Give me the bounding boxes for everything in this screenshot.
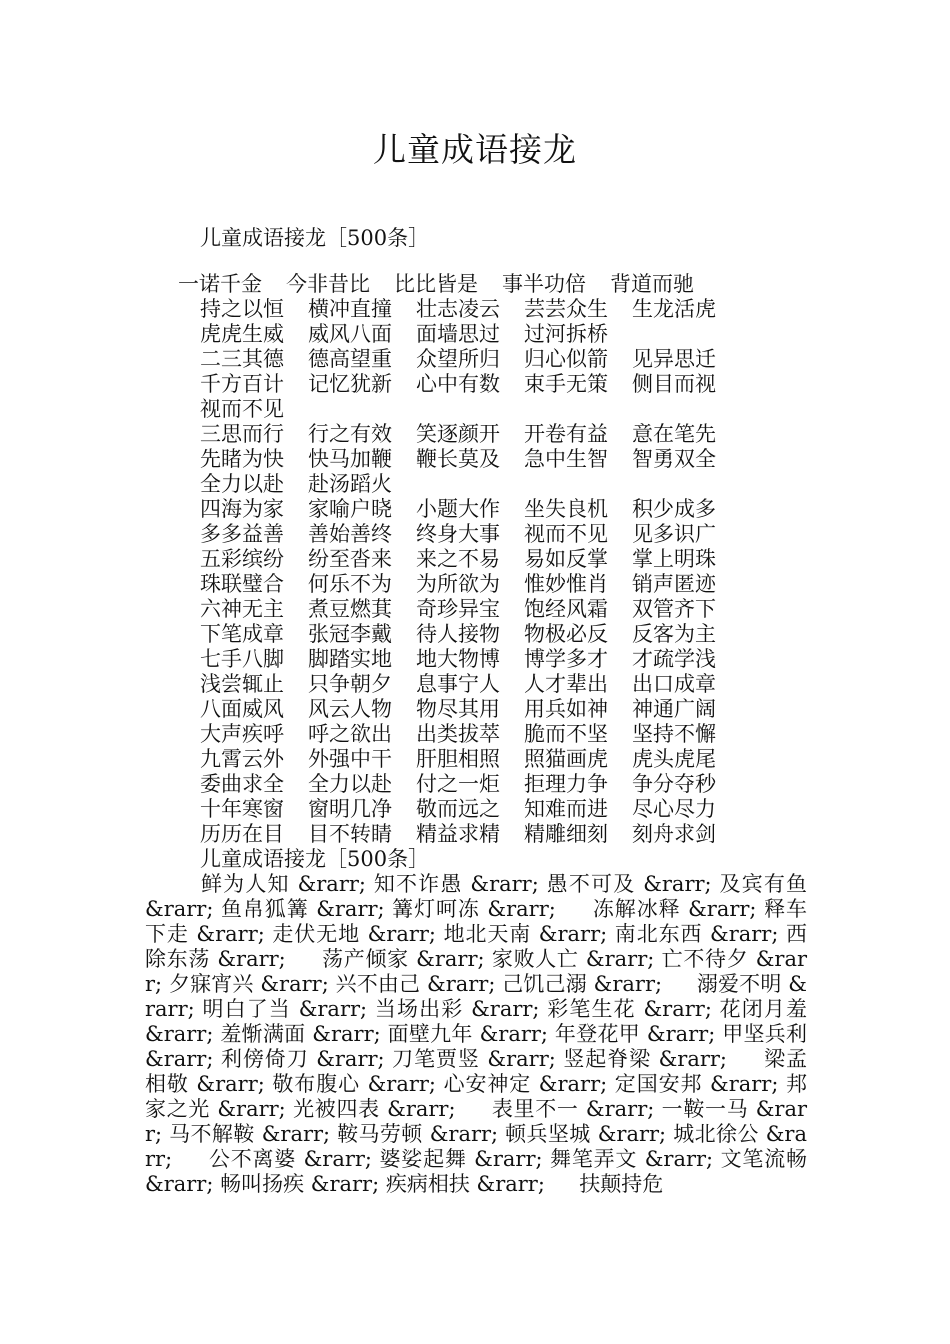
idiom-item: 积少成多 bbox=[632, 497, 716, 521]
idiom-item: 付之一炬 bbox=[416, 772, 500, 796]
idiom-item: 地大物博 bbox=[416, 647, 500, 671]
idiom-item: 委曲求全 bbox=[200, 772, 284, 796]
idiom-row bbox=[178, 822, 758, 847]
idiom-item: 出口成章 bbox=[632, 672, 716, 696]
idiom-item: 浅尝辄止 bbox=[200, 672, 284, 696]
idiom-item: 过河拆桥 bbox=[524, 322, 608, 346]
idiom-row bbox=[178, 797, 758, 822]
idiom-item: 用兵如神 bbox=[524, 697, 608, 721]
idiom-row bbox=[178, 497, 758, 522]
idiom-item: 四海为家 bbox=[200, 497, 284, 521]
idiom-row bbox=[178, 372, 758, 397]
idiom-item: 记忆犹新 bbox=[308, 372, 392, 396]
idiom-item: 芸芸众生 bbox=[524, 297, 608, 321]
idiom-item: 才疏学浅 bbox=[632, 647, 716, 671]
idiom-list bbox=[178, 272, 758, 847]
idiom-row bbox=[178, 522, 758, 547]
idiom-row bbox=[178, 572, 758, 597]
idiom-item: 众望所归 bbox=[416, 347, 500, 371]
idiom-item: 目不转睛 bbox=[308, 822, 392, 846]
idiom-item: 虎头虎尾 bbox=[632, 747, 716, 771]
idiom-row bbox=[178, 722, 758, 747]
idiom-row bbox=[178, 747, 758, 772]
idiom-row bbox=[178, 347, 758, 372]
idiom-item: 鞭长莫及 bbox=[416, 447, 500, 471]
idiom-item: 照猫画虎 bbox=[524, 747, 608, 771]
idiom-row bbox=[178, 297, 758, 322]
idiom-item: 只争朝夕 bbox=[308, 672, 392, 696]
idiom-item: 大声疾呼 bbox=[200, 722, 284, 746]
idiom-item: 神通广阔 bbox=[632, 697, 716, 721]
idiom-item: 九霄云外 bbox=[200, 747, 284, 771]
idiom-chain-paragraph: 鲜为人知 &rarr; 知不诈愚 &rarr; 愚不可及 &rarr; 及宾有鱼 &rarr; 鱼帛狐篝 &rarr; 篝灯呵冻 &rarr; 冻解冰释 &rarr; 释车下走 &rarr; 走伏无地 &rarr; 地北天南 &rarr; 南北东西 &rarr; 西除东荡 &rarr; 荡产倾家 &rarr; 家败人亡 &rarr; 亡不待夕 &rarr; 夕寐宵兴 &rarr; 兴不由己 &rarr; 己饥己溺 &rarr; 溺爱不明 &rarr; 明白了当 &rarr; 当场出彩 &rarr; 彩笔生花 &rarr; 花闭月羞 &rarr; 羞惭满面 &rarr; 面壁九年 &rarr; 年登花甲 &rarr; 甲坚兵利 &rarr; 利傍倚刀 &rarr; 刀笔贾竖 &rarr; 竖起脊梁 &rarr; 梁孟相敬 &rarr; 敬布腹心 &rarr; 心安神定 &rarr; 定国安邦 &rarr; 邦家之光 &rarr; 光被四表 &rarr; 表里不一 &rarr; 一鞍一马 &rarr; 马不解鞍 &rarr; 鞍马劳顿 &rarr; 顿兵坚城 &rarr; 城北徐公 &rarr; 公不离婆 &rarr; 婆娑起舞 &rarr; 舞笔弄文 &rarr; 文笔流畅 &rarr; 畅叫扬疾 &rarr; 疾病相扶 &rarr; 扶颠持危 bbox=[145, 872, 807, 1196]
idiom-item: 物尽其用 bbox=[416, 697, 500, 721]
idiom-item: 壮志凌云 bbox=[416, 297, 500, 321]
idiom-item: 销声匿迹 bbox=[632, 572, 716, 596]
idiom-item: 外强中干 bbox=[308, 747, 392, 771]
idiom-item: 二三其德 bbox=[200, 347, 284, 371]
idiom-item: 知难而进 bbox=[524, 797, 608, 821]
idiom-item: 呼之欲出 bbox=[308, 722, 392, 746]
idiom-item: 威风八面 bbox=[308, 322, 392, 346]
idiom-row bbox=[178, 672, 758, 697]
idiom-item: 善始善终 bbox=[308, 522, 392, 546]
idiom-item: 三思而行 bbox=[200, 422, 284, 446]
idiom-item: 何乐不为 bbox=[308, 572, 392, 596]
idiom-item: 生龙活虎 bbox=[632, 297, 716, 321]
idiom-item: 八面威风 bbox=[200, 697, 284, 721]
idiom-item: 智勇双全 bbox=[632, 447, 716, 471]
idiom-item: 快马加鞭 bbox=[308, 447, 392, 471]
idiom-item: 争分夺秒 bbox=[632, 772, 716, 796]
idiom-item: 坐失良机 bbox=[524, 497, 608, 521]
idiom-item: 敬而远之 bbox=[416, 797, 500, 821]
idiom-item: 今非昔比 bbox=[286, 272, 370, 296]
idiom-item: 全力以赴 bbox=[308, 772, 392, 796]
idiom-row bbox=[178, 622, 758, 647]
idiom-item: 珠联璧合 bbox=[200, 572, 284, 596]
idiom-item: 脚踏实地 bbox=[308, 647, 392, 671]
idiom-item: 人才辈出 bbox=[524, 672, 608, 696]
idiom-item: 息事宁人 bbox=[416, 672, 500, 696]
idiom-item: 小题大作 bbox=[416, 497, 500, 521]
idiom-item: 出类拔萃 bbox=[416, 722, 500, 746]
idiom-item: 持之以恒 bbox=[200, 297, 284, 321]
idiom-item: 德高望重 bbox=[308, 347, 392, 371]
idiom-row bbox=[178, 397, 758, 422]
idiom-item: 虎虎生威 bbox=[200, 322, 284, 346]
idiom-item: 先睹为快 bbox=[200, 447, 284, 471]
idiom-item: 掌上明珠 bbox=[632, 547, 716, 571]
idiom-item: 精雕细刻 bbox=[524, 822, 608, 846]
idiom-item: 惟妙惟肖 bbox=[524, 572, 608, 596]
idiom-item: 束手无策 bbox=[524, 372, 608, 396]
idiom-item: 全力以赴 bbox=[200, 472, 284, 496]
idiom-item: 意在笔先 bbox=[632, 422, 716, 446]
idiom-row bbox=[178, 647, 758, 672]
idiom-item: 六神无主 bbox=[200, 597, 284, 621]
idiom-row bbox=[178, 447, 758, 472]
idiom-item: 面墙思过 bbox=[416, 322, 500, 346]
idiom-item: 煮豆燃萁 bbox=[308, 597, 392, 621]
idiom-item: 拒理力争 bbox=[524, 772, 608, 796]
idiom-item: 背道而驰 bbox=[610, 272, 694, 296]
idiom-item: 风云人物 bbox=[308, 697, 392, 721]
idiom-item: 行之有效 bbox=[308, 422, 392, 446]
idiom-item: 精益求精 bbox=[416, 822, 500, 846]
idiom-item: 肝胆相照 bbox=[416, 747, 500, 771]
idiom-item: 易如反掌 bbox=[524, 547, 608, 571]
idiom-item: 笑逐颜开 bbox=[416, 422, 500, 446]
idiom-item: 窗明几净 bbox=[308, 797, 392, 821]
idiom-item: 刻舟求剑 bbox=[632, 822, 716, 846]
idiom-item: 视而不见 bbox=[200, 397, 284, 421]
idiom-item: 比比皆是 bbox=[394, 272, 478, 296]
idiom-item: 为所欲为 bbox=[416, 572, 500, 596]
idiom-item: 纷至沓来 bbox=[308, 547, 392, 571]
idiom-row bbox=[178, 472, 758, 497]
idiom-item: 待人接物 bbox=[416, 622, 500, 646]
idiom-item: 坚持不懈 bbox=[632, 722, 716, 746]
idiom-row bbox=[178, 272, 758, 297]
idiom-item: 十年寒窗 bbox=[200, 797, 284, 821]
idiom-item: 一诺千金 bbox=[178, 272, 262, 296]
section-subtitle: 儿童成语接龙［500条］ bbox=[200, 226, 430, 250]
idiom-item: 饱经风霜 bbox=[524, 597, 608, 621]
idiom-item: 七手八脚 bbox=[200, 647, 284, 671]
idiom-item: 脆而不坚 bbox=[524, 722, 608, 746]
idiom-item: 历历在目 bbox=[200, 822, 284, 846]
idiom-item: 赴汤蹈火 bbox=[308, 472, 392, 496]
idiom-item: 张冠李戴 bbox=[308, 622, 392, 646]
idiom-item: 开卷有益 bbox=[524, 422, 608, 446]
idiom-item: 视而不见 bbox=[524, 522, 608, 546]
idiom-item: 来之不易 bbox=[416, 547, 500, 571]
idiom-item: 尽心尽力 bbox=[632, 797, 716, 821]
idiom-row bbox=[178, 697, 758, 722]
idiom-item: 急中生智 bbox=[524, 447, 608, 471]
idiom-item: 心中有数 bbox=[416, 372, 500, 396]
idiom-item: 奇珍异宝 bbox=[416, 597, 500, 621]
idiom-item: 物极必反 bbox=[524, 622, 608, 646]
idiom-row bbox=[178, 597, 758, 622]
idiom-item: 博学多才 bbox=[524, 647, 608, 671]
idiom-item: 家喻户晓 bbox=[308, 497, 392, 521]
idiom-item: 下笔成章 bbox=[200, 622, 284, 646]
idiom-item: 五彩缤纷 bbox=[200, 547, 284, 571]
idiom-item: 事半功倍 bbox=[502, 272, 586, 296]
idiom-row bbox=[178, 422, 758, 447]
idiom-item: 双管齐下 bbox=[632, 597, 716, 621]
idiom-item: 终身大事 bbox=[416, 522, 500, 546]
idiom-item: 侧目而视 bbox=[632, 372, 716, 396]
idiom-item: 横冲直撞 bbox=[308, 297, 392, 321]
idiom-row bbox=[178, 547, 758, 572]
idiom-row bbox=[178, 322, 758, 347]
idiom-item: 千方百计 bbox=[200, 372, 284, 396]
idiom-item: 多多益善 bbox=[200, 522, 284, 546]
idiom-item: 见多识广 bbox=[632, 522, 716, 546]
section-subtitle-repeat: 儿童成语接龙［500条］ bbox=[200, 847, 430, 871]
idiom-item: 反客为主 bbox=[632, 622, 716, 646]
idiom-row bbox=[178, 772, 758, 797]
page-title: 儿童成语接龙 bbox=[373, 130, 577, 169]
idiom-item: 见异思迁 bbox=[632, 347, 716, 371]
idiom-item: 归心似箭 bbox=[524, 347, 608, 371]
